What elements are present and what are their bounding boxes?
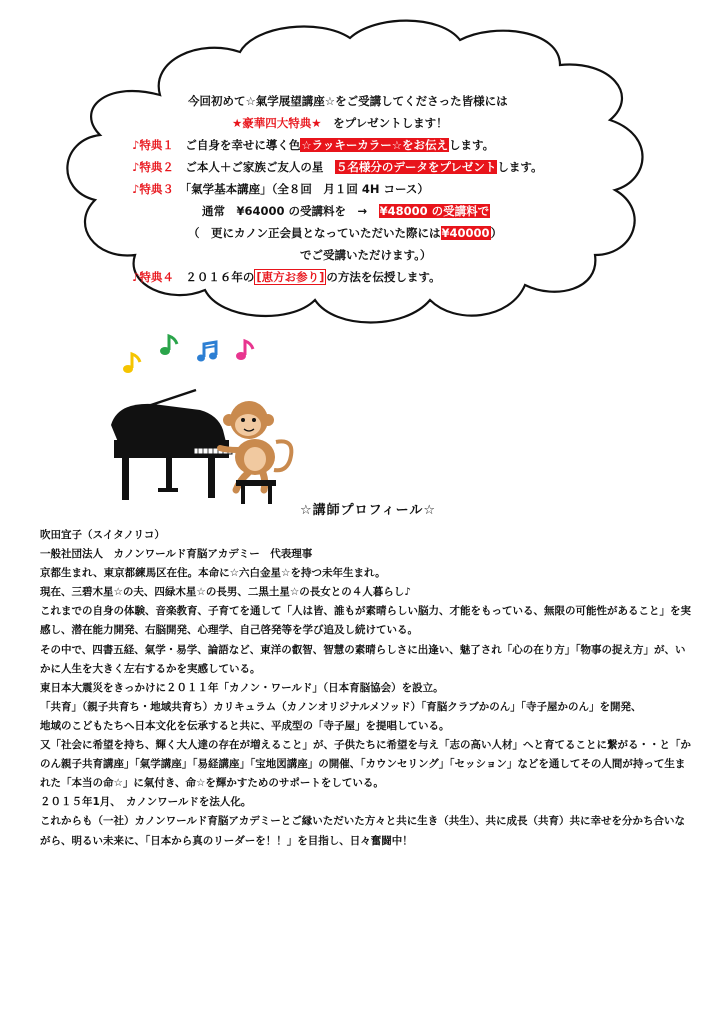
profile-paragraph: 地域のこどもたちへ日本文化を伝承すると共に、平成型の「寺子屋」を提唱している。 xyxy=(40,719,450,732)
benefit-3-price-text: 通常 ¥64000 の受講料を → xyxy=(202,204,379,218)
profile-paragraph: 京都生まれ、東京都練馬区在住。本命に☆六白金星☆を持つ未年生まれ。 xyxy=(40,567,386,580)
benefit-3-text: 「氣学基本講座」（全８回 月１回 4H コース） xyxy=(173,182,429,196)
profile-section xyxy=(40,526,695,851)
special-suffix: をプレゼントします！ xyxy=(321,116,448,130)
offer-special-line xyxy=(232,112,448,134)
profile-paragraph: これまでの自身の体験、音楽教育、子育てを通して「人は皆、誰もが素晴らしい脳力、才能をもっている、無限の可能性があること」を実感し、潜在能力開発、右脳開発、心理学、自己啓発等を学び追及し続けている。 xyxy=(40,605,691,637)
benefit-3-label: ♪特典３ xyxy=(132,182,174,196)
profile-org: 一般社団法人 カノンワールド育脳アカデミー 代表理事 xyxy=(40,548,313,561)
benefit-2-label: ♪特典２ xyxy=(132,160,174,174)
benefit-1-text: ご自身を幸せに導く色 xyxy=(173,138,301,152)
music-note-icon xyxy=(197,342,217,362)
benefit-2-highlight: ５名様分のデータをプレゼント xyxy=(335,160,497,174)
benefit-3-member-highlight: ¥40000 xyxy=(441,226,490,240)
benefit-4-suffix: の方法を伝授します。 xyxy=(326,270,441,284)
piano-icon xyxy=(111,390,232,500)
benefit-2-suffix: します。 xyxy=(497,160,543,174)
benefit-1-highlight: ☆ラッキーカラー☆をお伝え xyxy=(301,138,449,152)
benefit-4-label: ♪特典４ xyxy=(132,270,174,284)
special-highlight: ★豪華四大特典★ xyxy=(232,116,322,130)
music-note-icon xyxy=(236,341,253,360)
profile-name: 吹田宜子（スイタノリコ） xyxy=(40,529,165,541)
benefit-1 xyxy=(132,134,494,156)
profile-paragraph: 東日本大震災をきっかけに２０１１年「カノン・ワールド」（日本育脳協会）を設立。 xyxy=(40,681,444,694)
benefit-4-highlight: [恵方お参り] xyxy=(256,270,325,284)
offer-intro: 今回初めて☆氣学展望講座☆をご受講してくださった皆様には xyxy=(188,94,508,108)
benefit-3-member-close: ） xyxy=(490,226,503,240)
profile-paragraph: ２０１５年1月、 カノンワールドを法人化。 xyxy=(40,796,252,809)
benefit-3-price-highlight: ¥48000 の受講料で xyxy=(379,204,490,218)
benefit-1-suffix: します。 xyxy=(449,138,495,152)
benefit-3-end: でご受講いただけます。） xyxy=(300,248,432,262)
profile-paragraph: その中で、四書五経、氣学・易学、論語など、東洋の叡智、智慧の素晴らしさに出逢い、魅了され「心の在り方」「物事の捉え方」が、いかに人生を大きく左右するかを実感している。 xyxy=(40,643,686,675)
benefit-3 xyxy=(132,178,429,200)
profile-title: ☆講師プロフィール☆ xyxy=(300,503,437,518)
profile-paragraph: 現在、三碧木星☆の夫、四緑木星☆の長男、二黒土星☆の長女との４人暮らし♪ xyxy=(40,586,411,599)
benefit-2 xyxy=(132,156,542,178)
benefit-3-member xyxy=(188,222,502,244)
benefit-3-member-text: （ 更にカノン正会員となっていただいた際には xyxy=(188,226,441,240)
benefit-3-price xyxy=(202,200,490,222)
profile-paragraph: 「共育」（親子共育ち・地域共育ち）カリキュラム（カノンオリジナルメソッド）「育脳クラブかのん」「寺子屋かのん」を開発、 xyxy=(40,700,642,713)
benefit-2-text: ご本人＋ご家族ご友人の星 xyxy=(173,160,335,174)
music-note-icon xyxy=(160,336,177,355)
profile-paragraph: これからも（一社）カノンワールド育脳アカデミーとご縁いただいた方々と共に生き（共生）、共に成長（共育）共に幸せを分かち合いながら、明るい未来に、「日本から真のリーダーを！！」を目指し、日々奮闘中！ xyxy=(40,815,686,847)
profile-paragraph: 又「社会に希望を持ち、輝く大人達の存在が増えること」が、子供たちに希望を与え「志の高い人材」へと育てることに繋がる・・と「かのん親子共育講座」「氣学講座」「易経講座」「宝地図講座」の開催、「カウンセリング」「セッション」などを通してその人間が持って生まれた「本当の命☆」に氣付き、命☆を輝かすためのサポートをしている。 xyxy=(40,739,691,790)
benefit-1-label: ♪特典１ xyxy=(132,138,174,152)
benefit-4 xyxy=(132,266,440,288)
monkey-icon xyxy=(220,401,291,504)
piano-illustration xyxy=(108,330,298,510)
benefit-4-text: ２０１６年の xyxy=(173,270,255,284)
music-note-icon xyxy=(123,354,140,373)
